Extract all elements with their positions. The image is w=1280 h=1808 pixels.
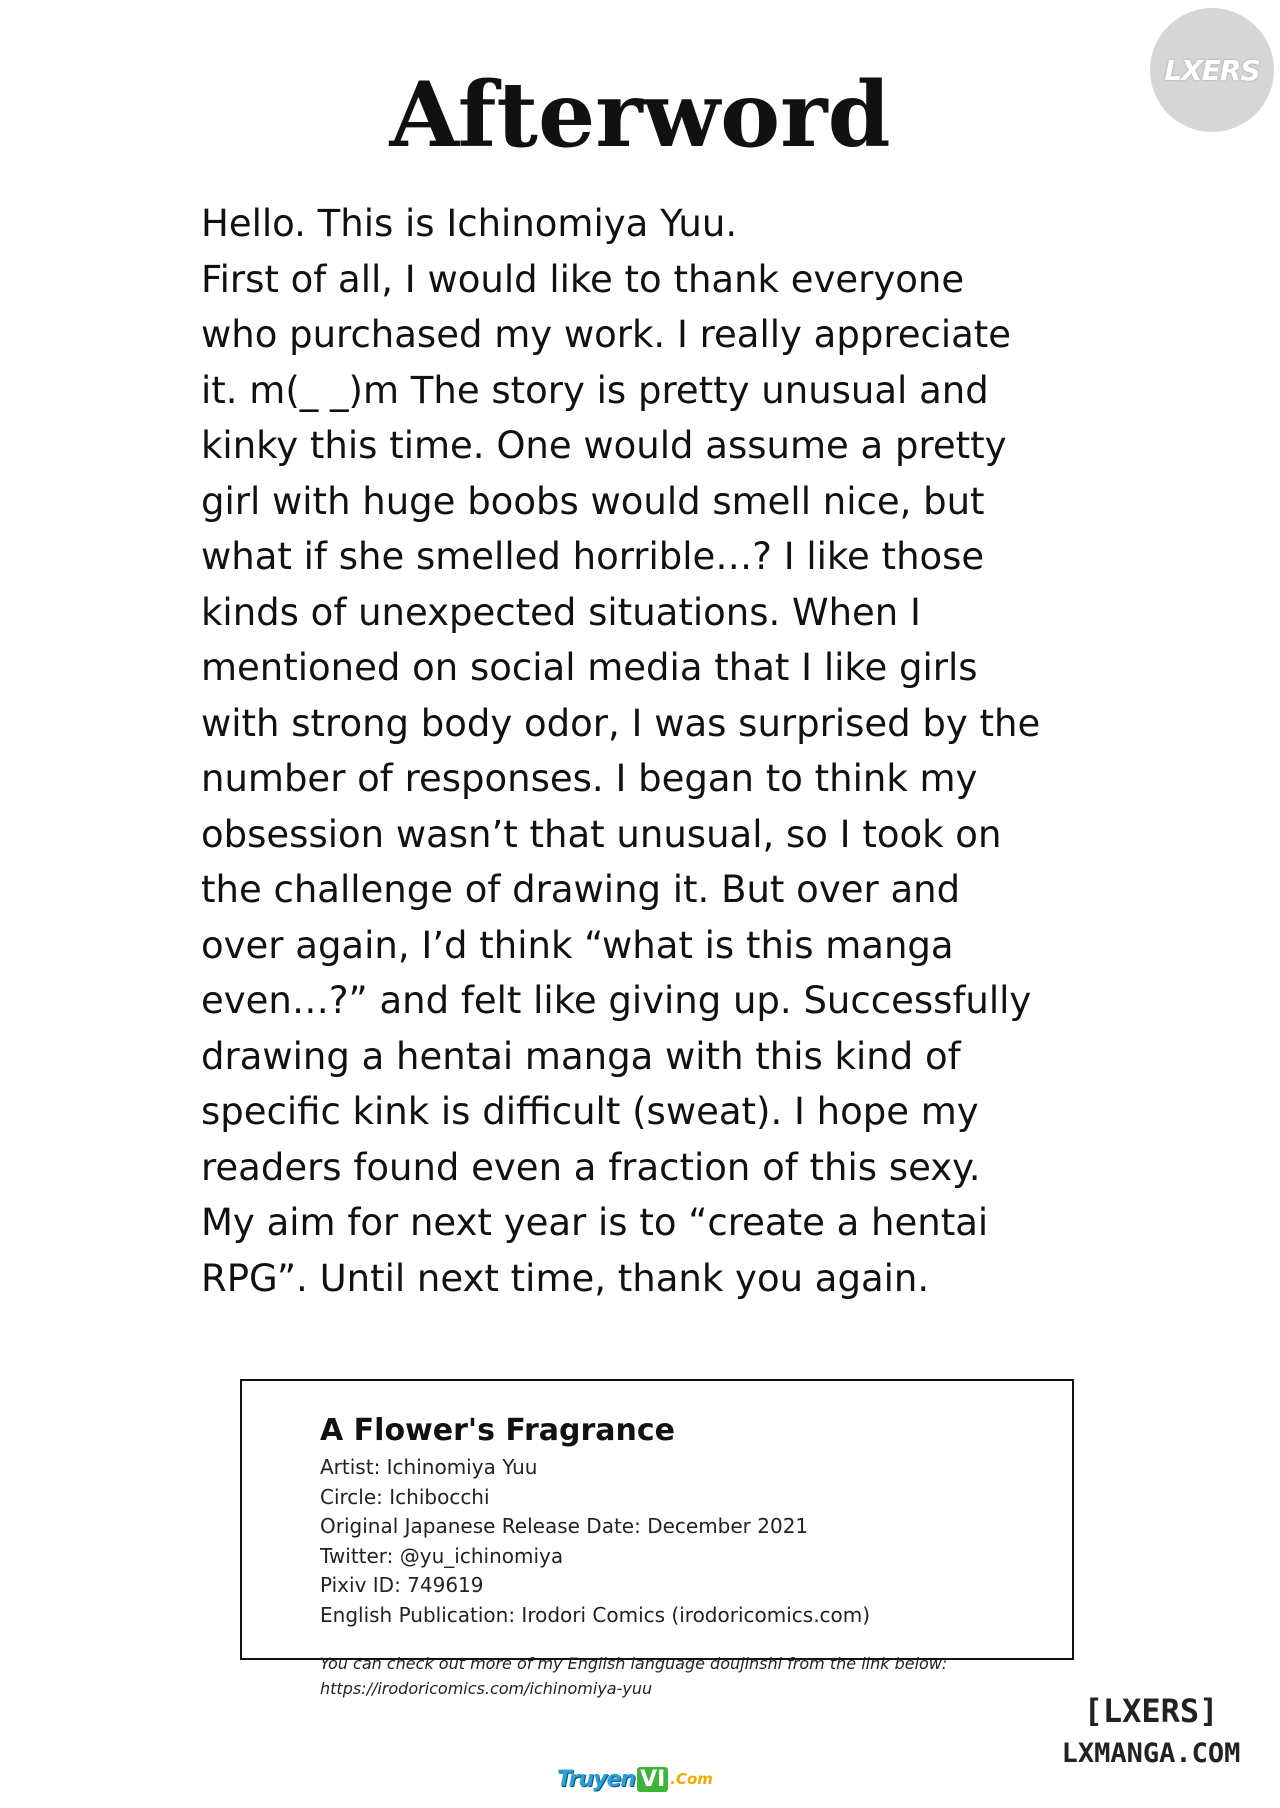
body-line: obsession wasn’t that unusual, so I took on <box>201 812 1002 856</box>
body-line: kinky this time. One would assume a pretty <box>201 424 1007 467</box>
credit-english-publication: English Publication: Irodori Comics (irodoricomics.com) <box>320 1602 871 1627</box>
truyenvi-logo-part: Truyen <box>557 1766 636 1792</box>
body-line: who purchased my work. I really appreciate <box>201 313 1012 356</box>
body-line: specific kink is difficult (sweat). I hope my <box>201 1090 979 1133</box>
body-line: girl with huge boobs would smell nice, but <box>201 479 985 523</box>
body-line: even…?” and felt like giving up. Successfully <box>201 979 1032 1022</box>
body-line: My aim for next year is to “create a hentai <box>201 1201 989 1244</box>
lxmanga-watermark: LXMANGA.COM <box>1061 1738 1241 1769</box>
body-line: RPG”. Until next time, thank you again. <box>201 1256 930 1300</box>
truyenvi-logo-part: VI <box>637 1767 668 1792</box>
credits-note-text: You can check out more of my English language doujinshi from the link below: <box>320 1654 948 1673</box>
body-line: over again, I’d think “what is this manga <box>201 923 954 967</box>
truyenvi-logo-part: .Com <box>670 1770 713 1788</box>
credits-note-link: https://irodoricomics.com/ichinomiya-yuu <box>320 1679 653 1698</box>
body-line: with strong body odor, I was surprised by the <box>201 701 1041 745</box>
credit-artist: Artist: Ichinomiya Yuu <box>320 1455 538 1479</box>
body-line: kinds of unexpected situations. When I <box>201 590 921 634</box>
body-line: readers found even a fraction of this sexy. <box>201 1145 981 1189</box>
credit-pixiv-id: Pixiv ID: 749619 <box>320 1573 484 1597</box>
body-line: number of responses. I began to think my <box>201 757 978 800</box>
body-line: what if she smelled horrible…? I like those <box>201 535 985 578</box>
lxers-logo-text: LXERS <box>1164 53 1260 87</box>
body-line: the challenge of drawing it. But over and <box>201 868 961 911</box>
body-line: First of all, I would like to thank everyone <box>201 257 965 301</box>
afterword-body <box>201 196 1121 1306</box>
credit-twitter: Twitter: @yu_ichinomiya <box>320 1543 564 1568</box>
credits-list <box>320 1453 870 1630</box>
truyenvi-logo <box>557 1762 713 1796</box>
credit-circle: Circle: Ichibocchi <box>320 1484 490 1509</box>
credit-release-date: Original Japanese Release Date: December 2021 <box>320 1514 809 1538</box>
credits-note <box>320 1651 947 1701</box>
body-line: drawing a hentai manga with this kind of <box>201 1034 961 1078</box>
credits-title: A Flower's Fragrance <box>320 1413 676 1448</box>
body-line: it. m(_ _)m The story is pretty unusual and <box>201 368 989 412</box>
body-line: Hello. This is Ichinomiya Yuu. <box>201 202 738 245</box>
body-line: mentioned on social media that I like girls <box>201 646 978 689</box>
credits-box <box>240 1379 1074 1698</box>
page-title: Afterword <box>389 62 891 168</box>
lxers-watermark: [LXERS] <box>1083 1692 1219 1730</box>
